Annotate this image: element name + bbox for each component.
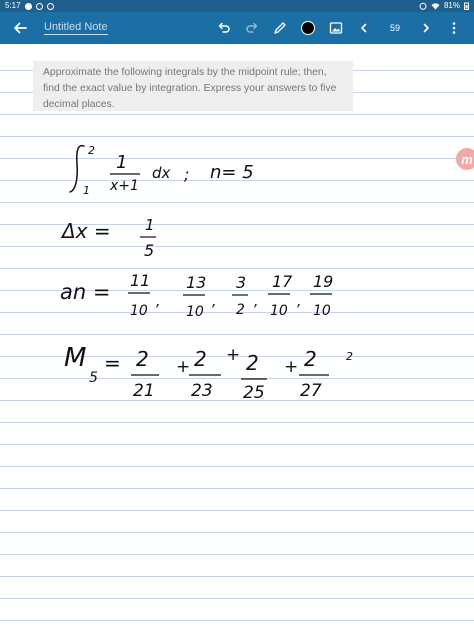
a-n-numerator: 11	[130, 271, 151, 290]
m5-term-denominator: 25	[243, 383, 265, 403]
a-n-denominator: 10	[130, 303, 148, 319]
a-n-denominator: 10	[186, 304, 204, 320]
note-canvas[interactable]	[0, 44, 474, 632]
question-text: Approximate the following integrals by the midpoint rule; then, find the exact value by integration. Express your answers to five decimal places.	[43, 67, 337, 110]
notification-icon	[25, 3, 32, 10]
insert-image-button[interactable]	[324, 16, 348, 40]
delta-x-numerator: 1	[145, 216, 155, 234]
notification-icon	[47, 3, 54, 10]
a-n-label: an =	[60, 280, 111, 304]
more-options-button[interactable]	[442, 16, 466, 40]
m5-term-numerator: 2	[136, 347, 149, 371]
back-arrow-icon	[12, 20, 28, 36]
side-app-badge-label: m	[461, 151, 473, 167]
m5-plus: +	[284, 357, 299, 377]
a-n-numerator: 13	[186, 273, 207, 292]
chevron-right-icon	[420, 22, 432, 34]
status-time: 5:17	[5, 1, 21, 10]
image-icon	[329, 21, 343, 35]
undo-button[interactable]	[212, 16, 236, 40]
pen-icon	[273, 21, 287, 35]
a-n-comma: ,	[212, 294, 217, 310]
m5-term-denominator: 23	[191, 381, 213, 401]
m5-plus: +	[226, 345, 241, 365]
a-n-comma: ,	[297, 294, 302, 310]
a-n-comma: ,	[156, 294, 161, 310]
delta-x-denominator: 5	[144, 241, 155, 260]
integrand-numerator: 1	[116, 152, 128, 173]
m5-term-numerator: 2	[246, 351, 259, 375]
prev-page-button[interactable]	[352, 16, 376, 40]
redo-button[interactable]	[240, 16, 264, 40]
battery-icon	[464, 2, 469, 10]
wifi-icon	[431, 2, 440, 10]
status-left	[5, 0, 54, 12]
handwriting-layer	[0, 44, 474, 632]
a-n-comma: ,	[254, 294, 259, 310]
integral-sign	[70, 146, 84, 192]
ink-color-swatch	[301, 21, 315, 35]
integrand-denominator: x+1	[110, 178, 139, 194]
delta-x-label: Δx =	[62, 219, 111, 243]
chevron-left-icon	[358, 22, 370, 34]
m5-term-numerator: 2	[304, 347, 317, 371]
next-page-button[interactable]	[414, 16, 438, 40]
undo-icon	[217, 21, 231, 35]
m5-term-denominator: 21	[133, 381, 155, 401]
a-n-numerator: 3	[236, 273, 247, 292]
note-title[interactable]: Untitled Note	[44, 21, 108, 33]
ink-color-button[interactable]	[296, 16, 320, 40]
page-number: 59	[389, 23, 400, 33]
status-bar	[0, 0, 474, 12]
m5-term-denominator: 27	[300, 381, 322, 401]
m5-term-numerator: 2	[194, 347, 207, 371]
a-n-numerator: 19	[313, 272, 334, 291]
m5-label: M	[64, 343, 87, 373]
a-n-denominator: 10	[313, 303, 331, 319]
status-right	[419, 0, 469, 12]
n-value: n= 5	[210, 162, 254, 183]
integral-lower-limit: 1	[83, 184, 90, 197]
a-n-denominator: 2	[236, 302, 245, 318]
more-vert-icon	[451, 21, 457, 35]
m5-subscript: 5	[89, 370, 98, 386]
m5-equals: =	[104, 351, 121, 375]
alarm-icon	[419, 2, 427, 10]
m5-plus: +	[176, 357, 191, 377]
toolbar-actions	[212, 16, 466, 40]
battery-percent: 81%	[443, 1, 460, 10]
integral-upper-limit: 2	[88, 144, 95, 157]
a-n-numerator: 17	[272, 272, 293, 291]
separator-semicolon: ;	[184, 165, 190, 184]
pen-tool-button[interactable]	[268, 16, 292, 40]
toolbar	[0, 12, 474, 44]
integrand-differential: dx	[152, 164, 171, 182]
redo-icon	[245, 21, 259, 35]
notification-icon	[36, 3, 43, 10]
a-n-denominator: 10	[270, 303, 288, 319]
m5-trailing-mark: 2	[346, 350, 353, 363]
back-button[interactable]	[8, 16, 32, 40]
